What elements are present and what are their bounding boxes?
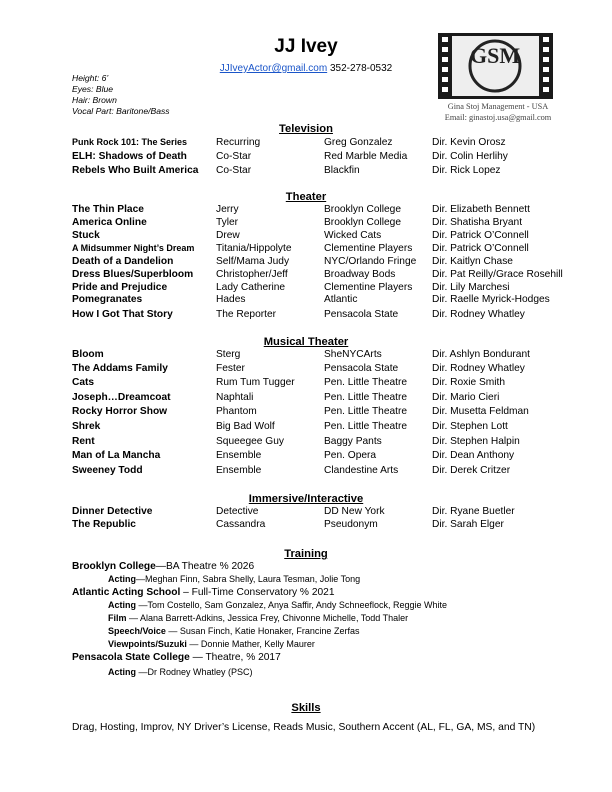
credit-title: Stuck — [72, 230, 100, 241]
training-list — [72, 561, 447, 680]
credit-role: Ensemble — [216, 465, 262, 476]
training-label: Acting — [108, 600, 136, 610]
training-atlantic — [72, 587, 447, 600]
credit-title: Rocky Horror Show — [72, 406, 168, 417]
credit-title: America Online — [72, 217, 147, 228]
training-teachers: — Donnie Mather, Kelly Maurer — [186, 639, 315, 649]
training-atlantic-speech — [72, 626, 447, 639]
credit-director: Dir. Stephen Lott — [432, 421, 508, 432]
agency-email: Email: ginastoj.usa@gmail.com — [444, 113, 552, 122]
phone-number: 352-278-0532 — [329, 63, 393, 74]
credit-director: Dir. Shatisha Bryant — [432, 217, 523, 228]
credit-director: Dir. Ryane Buetler — [432, 506, 515, 517]
credit-role: Detective — [216, 506, 259, 517]
credit-title: Bloom — [72, 349, 104, 360]
television-heading: Television — [279, 123, 333, 135]
credit-role: Ensemble — [216, 450, 262, 461]
credit-company: NYC/Orlando Fringe — [324, 256, 417, 267]
credit-title: The Addams Family — [72, 363, 168, 374]
credit-company: Pensacola State — [324, 363, 399, 374]
training-label: Film — [108, 613, 127, 623]
training-teachers: —Dr Rodney Whatley (PSC) — [136, 667, 253, 677]
credit-company: Clementine Players — [324, 282, 413, 293]
credit-role: The Reporter — [216, 309, 277, 320]
credit-director: Dir. Patrick O’Connell — [432, 230, 529, 241]
training-teachers: —Meghan Finn, Sabra Shelly, Laura Tesman, Jolie Tong — [136, 574, 361, 584]
training-pensacola-acting — [72, 667, 447, 680]
credit-company: Baggy Pants — [324, 436, 382, 447]
credit-role: Self/Mama Judy — [216, 256, 290, 267]
credit-director: Dir. Rodney Whatley — [432, 363, 525, 374]
credit-title: ELH: Shadows of Death — [72, 151, 187, 162]
credit-title: Death of a Dandelion — [72, 256, 174, 267]
training-label: Acting — [108, 667, 136, 677]
eyes-stat: Eyes: Blue — [72, 84, 114, 94]
credit-title: Pride and Prejudice — [72, 282, 168, 293]
credit-title: Rent — [72, 436, 95, 447]
credit-director: Dir. Stephen Halpin — [432, 436, 520, 447]
training-atlantic-viewpoints — [72, 639, 447, 652]
credit-role: Fester — [216, 363, 245, 374]
credit-title: Man of La Mancha — [72, 450, 161, 461]
credit-company: SheNYCArts — [324, 349, 382, 360]
credit-company: Brooklyn College — [324, 204, 402, 215]
credit-role: Phantom — [216, 406, 257, 417]
training-teachers: — Susan Finch, Katie Honaker, Francine Zerfas — [165, 626, 360, 636]
credit-role: Recurring — [216, 137, 261, 148]
credit-director: Dir. Derek Critzer — [432, 465, 511, 476]
credit-company: Pen. Little Theatre — [324, 421, 408, 432]
credit-director: Dir. Rick Lopez — [432, 165, 501, 176]
credit-director: Dir. Ashlyn Bondurant — [432, 349, 530, 360]
training-atlantic-film — [72, 613, 447, 626]
credit-role: Big Bad Wolf — [216, 421, 275, 432]
credit-role: Titania/Hippolyte — [216, 243, 292, 254]
agency-logo — [438, 33, 553, 99]
credit-director: Dir. Roxie Smith — [432, 377, 506, 388]
training-teachers: —Tom Costello, Sam Gonzalez, Anya Saffir, Andy Schneeflock, Reggie White — [136, 600, 447, 610]
credit-title: Sweeney Todd — [72, 465, 143, 476]
immersive-heading: Immersive/Interactive — [248, 493, 364, 505]
email-link[interactable]: JJIveyActor@gmail.com — [219, 63, 328, 74]
school-name: Brooklyn College — [72, 561, 156, 572]
training-label: Speech/Voice — [108, 626, 166, 636]
credit-role: Naphtali — [216, 392, 254, 403]
theater-heading: Theater — [285, 191, 327, 203]
actor-name: JJ Ivey — [274, 36, 338, 57]
training-label: Viewpoints/Suzuki — [108, 639, 187, 649]
school-name: Atlantic Acting School — [72, 587, 181, 598]
credit-role: Co-Star — [216, 165, 252, 176]
credit-role: Hades — [216, 294, 246, 305]
credit-company: Pen. Opera — [324, 450, 377, 461]
school-detail: — Theatre, % 2017 — [189, 652, 281, 663]
credit-company: Clementine Players — [324, 243, 413, 254]
musical-theater-heading: Musical Theater — [263, 336, 349, 348]
credit-director: Dir. Kevin Orosz — [432, 137, 506, 148]
credit-company: Clandestine Arts — [324, 465, 399, 476]
credit-title: Dinner Detective — [72, 506, 153, 517]
agency-name: Gina Stoj Management - USA — [447, 102, 549, 111]
credit-director: Dir. Pat Reilly/Grace Rosehill — [432, 269, 563, 280]
training-brooklyn — [72, 561, 447, 574]
credit-company: Broadway Bods — [324, 269, 396, 280]
credit-title: A Midsummer Night’s Dream — [72, 243, 195, 253]
credit-company: Wicked Cats — [324, 230, 382, 241]
credit-title: Rebels Who Built America — [72, 165, 199, 176]
credit-company: Brooklyn College — [324, 217, 402, 228]
credit-role: Drew — [216, 230, 240, 241]
credit-title: The Thin Place — [72, 204, 144, 215]
credit-title: Shrek — [72, 421, 101, 432]
credit-company: DD New York — [324, 506, 385, 517]
credit-role: Squeegee Guy — [216, 436, 284, 447]
training-brooklyn-acting — [72, 574, 447, 587]
training-heading: Training — [284, 548, 328, 560]
credit-director: Dir. Sarah Elger — [432, 519, 504, 530]
credit-title: Joseph…Dreamcoat — [72, 392, 171, 403]
credit-company: Pen. Little Theatre — [324, 392, 408, 403]
credit-director: Dir. Kaitlyn Chase — [432, 256, 513, 267]
credit-title: The Republic — [72, 519, 136, 530]
credit-company: Pensacola State — [324, 309, 399, 320]
credit-title: Dress Blues/Superbloom — [72, 269, 194, 280]
credit-company: Pen. Little Theatre — [324, 377, 408, 388]
credit-role: Christopher/Jeff — [216, 269, 288, 280]
vocal-part-stat: Vocal Part: Baritone/Bass — [72, 106, 170, 116]
physical-stats — [72, 73, 170, 117]
credit-company: Red Marble Media — [324, 151, 408, 162]
school-detail: – Full-Time Conservatory % 2021 — [180, 587, 335, 598]
credit-director: Dir. Mario Cieri — [432, 392, 500, 403]
credit-title: How I Got That Story — [72, 309, 173, 320]
credit-role: Tyler — [216, 217, 239, 228]
credit-director: Dir. Patrick O’Connell — [432, 243, 529, 254]
school-name: Pensacola State College — [72, 652, 190, 663]
credit-role: Cassandra — [216, 519, 266, 530]
credit-role: Co-Star — [216, 151, 252, 162]
credit-director: Dir. Musetta Feldman — [432, 406, 529, 417]
credit-role: Jerry — [216, 204, 239, 215]
credit-director: Dir. Dean Anthony — [432, 450, 515, 461]
credit-director: Dir. Rodney Whatley — [432, 309, 525, 320]
training-label: Acting — [108, 574, 136, 584]
credit-company: Pseudonym — [324, 519, 378, 530]
credit-director: Dir. Raelle Myrick-Hodges — [432, 294, 550, 305]
credit-company: Greg Gonzalez — [324, 137, 393, 148]
training-pensacola — [72, 652, 447, 665]
credit-director: Dir. Lily Marchesi — [432, 282, 510, 293]
height-stat: Height: 6’ — [72, 73, 109, 83]
training-teachers: — Alana Barrett-Adkins, Jessica Frey, Chivonne Michelle, Todd Thaler — [126, 613, 409, 623]
credit-role: Lady Catherine — [216, 282, 286, 293]
skills-heading: Skills — [291, 702, 321, 714]
credit-role: Rum Tum Tugger — [216, 377, 295, 388]
credit-company: Pen. Little Theatre — [324, 406, 408, 417]
school-detail: —BA Theatre % 2026 — [155, 561, 255, 572]
hair-stat: Hair: Brown — [72, 95, 117, 105]
training-atlantic-acting — [72, 600, 447, 613]
logo-letter-g: GSM — [470, 43, 521, 68]
credit-title: Pomegranates — [72, 294, 143, 305]
credit-company: Blackfin — [324, 165, 360, 176]
credit-director: Dir. Elizabeth Bennett — [432, 204, 530, 215]
credit-role: Sterg — [216, 349, 241, 360]
credit-company: Atlantic — [324, 294, 358, 305]
credit-director: Dir. Colin Herlihy — [432, 151, 508, 162]
credit-title: Cats — [72, 377, 95, 388]
skills-list: Drag, Hosting, Improv, NY Driver’s License, Reads Music, Southern Accent (AL, FL, GA, MS, and TN) — [72, 722, 536, 733]
credit-title: Punk Rock 101: The Series — [72, 137, 188, 147]
agency-info — [418, 101, 578, 123]
